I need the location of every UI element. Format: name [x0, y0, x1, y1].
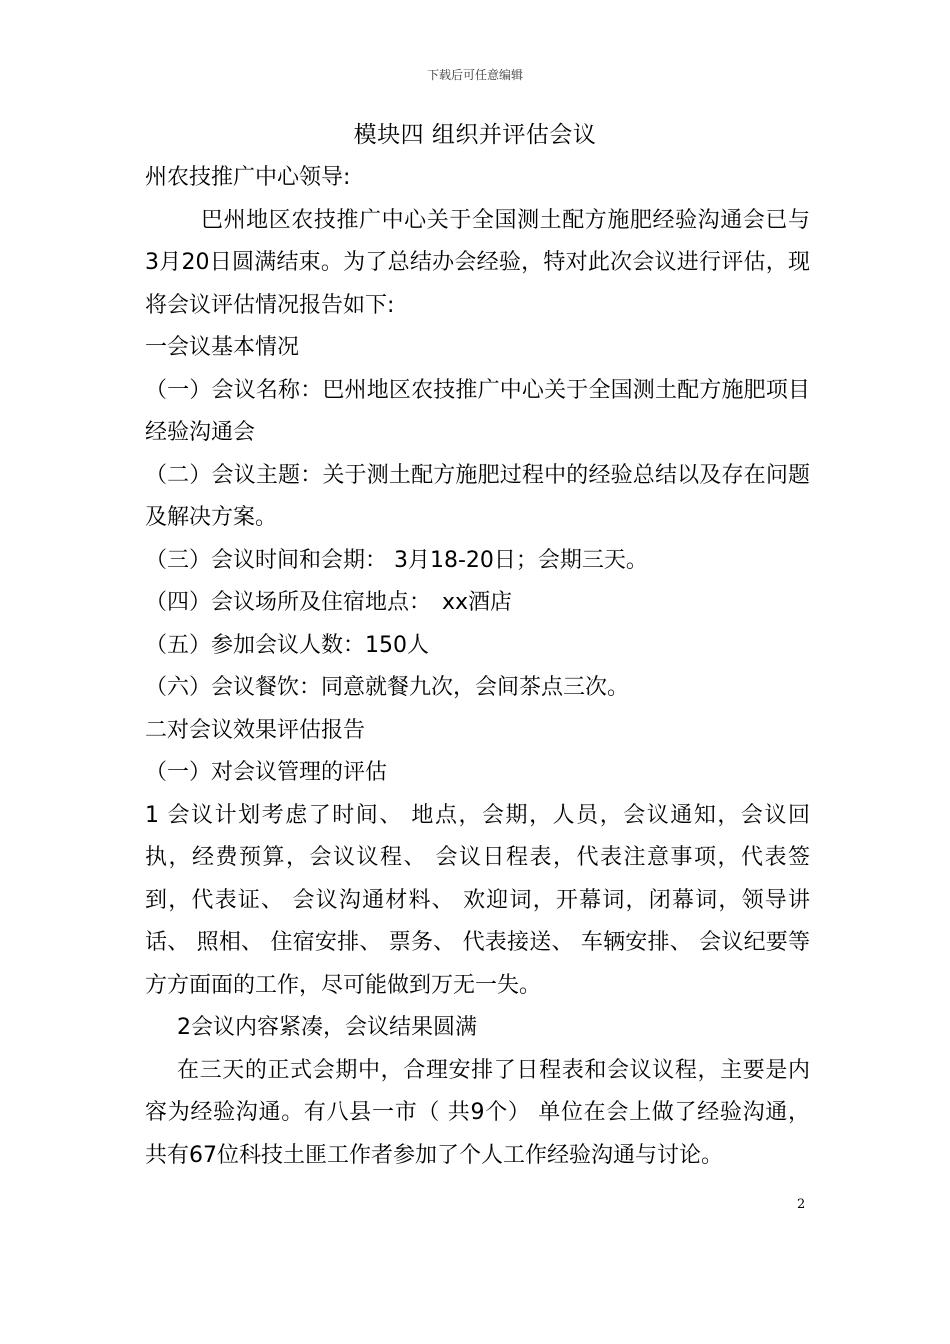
- section2-subheading: （一）对会议管理的评估: [145, 760, 388, 785]
- intro-paragraph: 巴州地区农技推广中心关于全国测土配方施肥经验沟通会已与 3月20日圆满结束。为了总结办会经验，特对此次会议进行评估，现将会议评估情况报告如下:: [145, 207, 810, 318]
- section2-point1: 1 会议计划考虑了时间、 地点，会期，人员，会议通知，会议回执，经费预算，会议议程、 会议日程表，代表注意事项，代表签到，代表证、 会议沟通材料、 欢迎词，开幕词，闭幕词，领导讲话、 照相、 住宿安排、 票务、 代表接送、 车辆安排、 会议纪要等方方面面的工作，尽可能做到万无一失。: [145, 802, 810, 998]
- section1-item-time: （三）会议时间和会期： 3月18-20日；会期三天。: [145, 547, 648, 573]
- section1-item-attendance: （五）参加会议人数：150人: [145, 632, 429, 658]
- section1-item-venue: （四）会议场所及住宿地点： xx酒店: [145, 590, 513, 615]
- section2-point2-body: 在三天的正式会期中，合理安排了日程表和会议议程，主要是内容为经验沟通。有八县一市（ 共9个） 单位在会上做了经验沟通，共有67位科技土匪工作者参加了个人工作经验沟通与讨论。: [145, 1057, 810, 1168]
- document-title: 模块四 组织并评估会议: [353, 122, 597, 148]
- header-note: 下载后可任意编辑: [426, 68, 523, 82]
- salutation: 州农技推广中心领导:: [145, 165, 351, 190]
- section2-heading: 二对会议效果评估报告: [145, 717, 366, 743]
- section1-heading: 一会议基本情况: [145, 335, 300, 360]
- section2-point2: 2会议内容紧凑，会议结果圆满: [177, 1015, 477, 1040]
- document-body: [145, 157, 810, 1177]
- section1-item-theme: （二）会议主题：关于测土配方施肥过程中的经验总结以及存在问题及解决方案。: [145, 462, 810, 530]
- section1-item-catering: （六）会议餐饮：同意就餐九次，会间茶点三次。: [145, 675, 630, 700]
- section1-item-name: （一）会议名称：巴州地区农技推广中心关于全国测土配方施肥项目经验沟通会: [145, 377, 810, 445]
- page-number: 2: [797, 1197, 806, 1212]
